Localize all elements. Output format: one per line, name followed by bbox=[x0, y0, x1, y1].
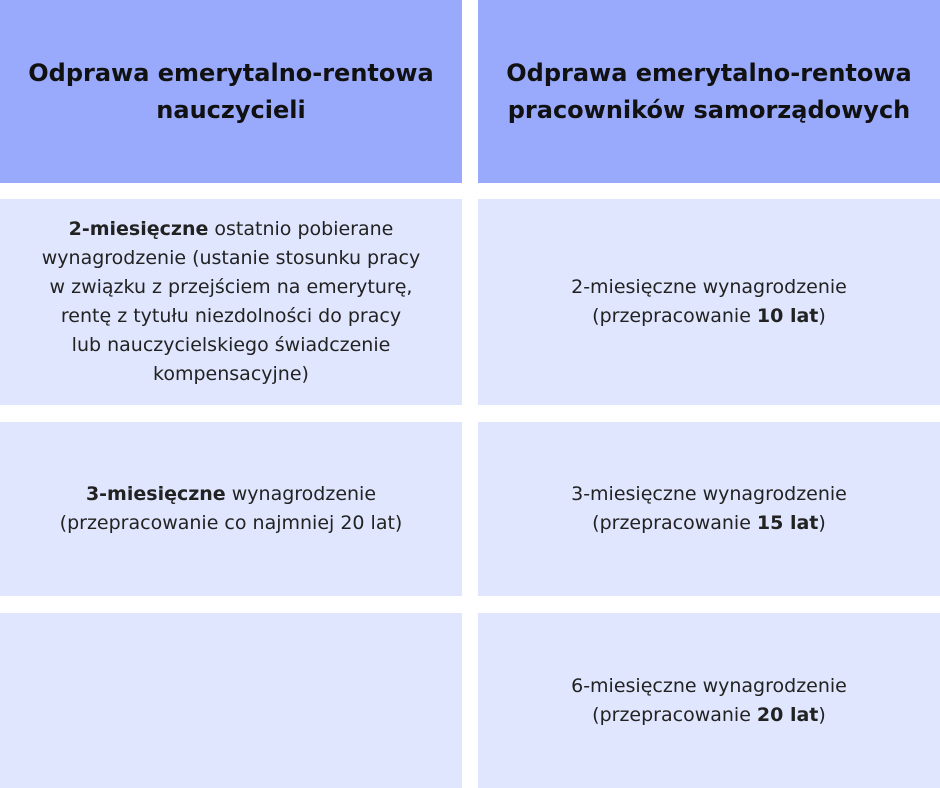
cell-text bbox=[42, 215, 420, 389]
table-cell-teachers-1 bbox=[0, 199, 462, 405]
cell-text bbox=[571, 480, 847, 538]
cell-text-prefix: (przepracowanie bbox=[592, 703, 757, 726]
cell-text bbox=[60, 480, 403, 538]
table-cell-local-gov-2 bbox=[478, 422, 940, 596]
header-teachers bbox=[0, 0, 462, 183]
cell-line bbox=[60, 480, 403, 509]
cell-text-rest: ostatnio pobierane bbox=[208, 218, 394, 240]
cell-text-suffix: ) bbox=[818, 512, 826, 534]
cell-line: rentę z tytułu niezdolności do pracy bbox=[60, 305, 402, 327]
cell-bold-years: 15 lat bbox=[756, 512, 819, 534]
cell-text-suffix: ) bbox=[818, 305, 826, 327]
header-local-gov-line2: pracowników samorządowych bbox=[507, 95, 911, 124]
header-teachers-text bbox=[28, 55, 434, 129]
cell-text-prefix: (przepracowanie bbox=[592, 512, 757, 534]
cell-bold-amount: 2-miesięczne bbox=[68, 218, 209, 240]
cell-line: (przepracowanie co najmniej 20 lat) bbox=[59, 512, 403, 534]
cell-line: w związku z przejściem na emeryturę, bbox=[49, 276, 413, 298]
cell-line bbox=[571, 509, 847, 538]
cell-line bbox=[571, 701, 847, 730]
table-cell-local-gov-1 bbox=[478, 199, 940, 405]
cell-line bbox=[571, 302, 847, 331]
cell-line: wynagrodzenie (ustanie stosunku pracy bbox=[41, 247, 421, 269]
header-teachers-line1: Odprawa emerytalno-rentowa bbox=[28, 58, 434, 87]
header-local-gov-line1: Odprawa emerytalno-rentowa bbox=[506, 58, 912, 87]
cell-text-prefix: (przepracowanie bbox=[592, 305, 757, 327]
header-local-gov-text bbox=[506, 55, 912, 129]
cell-bold-years: 20 lat bbox=[756, 703, 819, 726]
cell-line: 2-miesięczne wynagrodzenie bbox=[571, 276, 847, 298]
cell-line: 3-miesięczne wynagrodzenie bbox=[571, 483, 847, 505]
cell-line: 6-miesięczne wynagrodzenie bbox=[571, 674, 847, 697]
cell-bold-amount: 3-miesięczne bbox=[85, 483, 226, 505]
cell-text bbox=[571, 273, 847, 331]
cell-text-suffix: ) bbox=[818, 703, 826, 726]
cell-line: lub nauczycielskiego świadczenie bbox=[71, 334, 391, 356]
cell-line bbox=[42, 215, 420, 244]
cell-line: kompensacyjne) bbox=[153, 363, 309, 385]
header-local-gov bbox=[478, 0, 940, 183]
table-cell-local-gov-3 bbox=[478, 613, 940, 788]
table-cell-teachers-2 bbox=[0, 422, 462, 596]
cell-bold-years: 10 lat bbox=[756, 305, 819, 327]
table-cell-teachers-3-empty bbox=[0, 613, 462, 788]
cell-text-rest: wynagrodzenie bbox=[225, 483, 377, 505]
cell-text bbox=[571, 672, 847, 730]
header-teachers-line2: nauczycieli bbox=[156, 95, 306, 124]
